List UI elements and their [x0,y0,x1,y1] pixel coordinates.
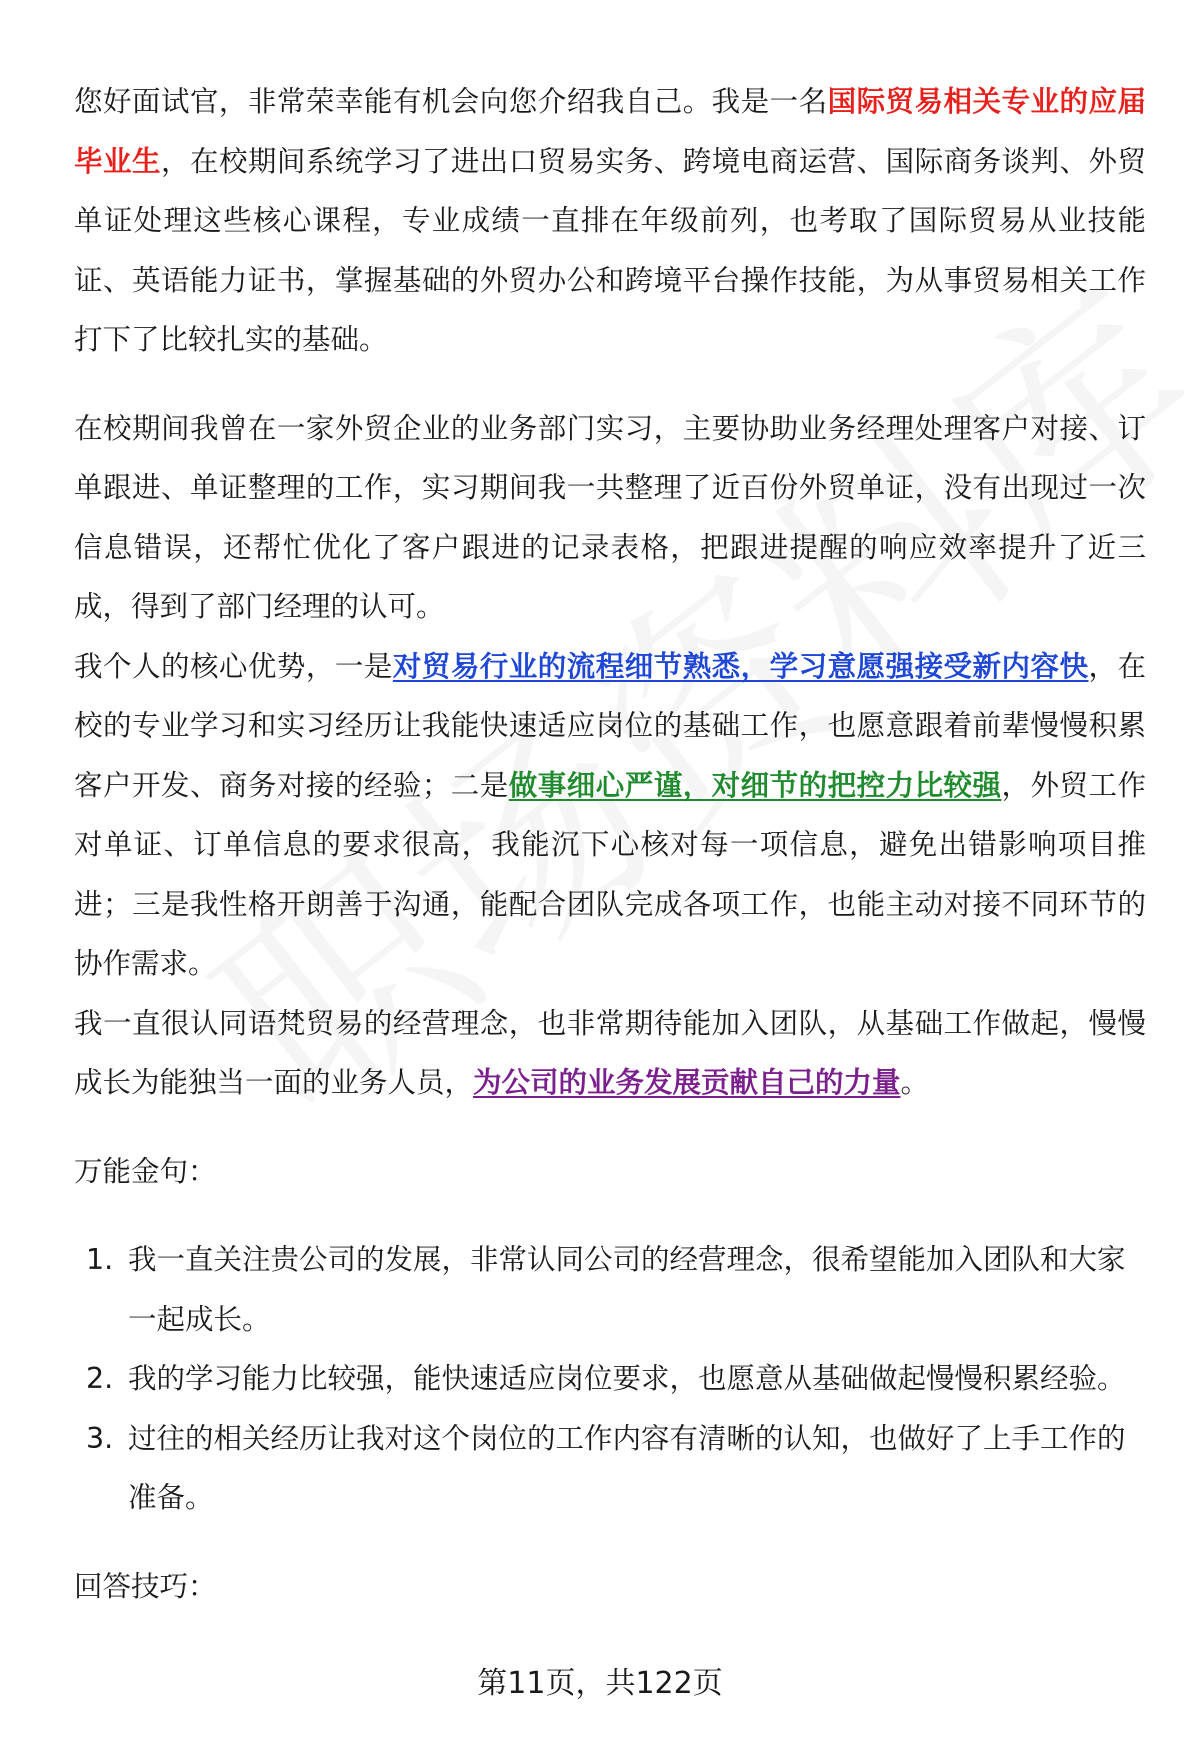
intro-p4-highlight: 为公司的业务发展贡献自己的力量 [473,1066,901,1099]
intro-p4-text-after: 。 [900,1066,930,1099]
list-item-text: 我的学习能力比较强，能快速适应岗位要求，也愿意从基础做起慢慢积累经验。 [128,1362,1126,1395]
intro-p3-highlight-1: 对贸易行业的流程细节熟悉，学习意愿强接受新内容快 [392,649,1089,683]
intro-p3-text-after: ，外贸工作对单证、订单信息的要求很高，我能沉下心核对每一项信息，避免出错影响项目推进；三是我性格开朗善于沟通，能配合团队完成各项工作，也能主动对接不同环节的协作需求。 [74,768,1146,980]
intro-p4-text-before: 我一直很认同语梵贸易的经营理念，也非常期待能加入团队，从基础工作做起，慢慢成长为能独当一面的业务人员， [74,1006,1146,1099]
answer-tips-label: 回答技巧： [74,1569,217,1603]
paragraph-gap [74,1113,1146,1142]
paragraph-gap [74,1528,1146,1557]
document-body [74,72,1146,1616]
list-item-number: 1. [86,1243,114,1276]
intro-p3-highlight-2: 做事细心严谨，对细节的把控力比较强 [508,768,1002,802]
intro-paragraph-3 [74,637,1146,994]
intro-paragraph-4 [74,994,1146,1113]
list-item-number: 2. [86,1362,114,1395]
intro-p1-highlight: 国际贸易相关专业的应届毕业生 [74,85,1146,178]
intro-paragraph-1 [74,72,1146,370]
paragraph-gap [74,370,1146,399]
page-number: 第11页，共122页 [477,1666,723,1701]
intro-paragraph-2: 在校期间我曾在一家外贸企业的业务部门实习，主要协助业务经理处理客户对接、订单跟进、单证整理的工作，实习期间我一共整理了近百份外贸单证，没有出现过一次信息错误，还帮忙优化了客户跟进的记录表格，把跟进提醒的响应效率提升了近三成，得到了部门经理的认可。 [74,411,1146,623]
intro-p3-text-middle: ，在校的专业学习和实习经历让我能快速适应岗位的基础工作，也愿意跟着前辈慢慢积累客户开发、商务对接的经验；二是 [74,649,1146,802]
intro-p1-text-after: ，在校期间系统学习了进出口贸易实务、跨境电商运营、国际商务谈判、外贸单证处理这些核心课程，专业成绩一直排在年级前列，也考取了国际贸易从业技能证、英语能力证书，掌握基础的外贸办公和跨境平台操作技能，为从事贸易相关工作打下了比较扎实的基础。 [74,144,1146,356]
paragraph-gap [74,1201,1146,1230]
golden-sentences-list [74,1230,1146,1528]
intro-p3-text-before: 我个人的核心优势，一是 [74,649,393,683]
list-item-number: 3. [86,1421,114,1455]
list-item-text: 我一直关注贵公司的发展，非常认同公司的经营理念，很希望能加入团队和大家一起成长。 [128,1243,1126,1336]
list-item [74,1349,1146,1409]
list-item-text: 过往的相关经历让我对这个岗位的工作内容有清晰的认知，也做好了上手工作的准备。 [128,1421,1126,1514]
golden-sentences-label: 万能金句： [74,1154,217,1188]
list-item [74,1409,1146,1528]
list-item [74,1230,1146,1349]
intro-p1-text-before: 您好面试官，非常荣幸能有机会向您介绍我自己。我是一名 [74,85,828,118]
